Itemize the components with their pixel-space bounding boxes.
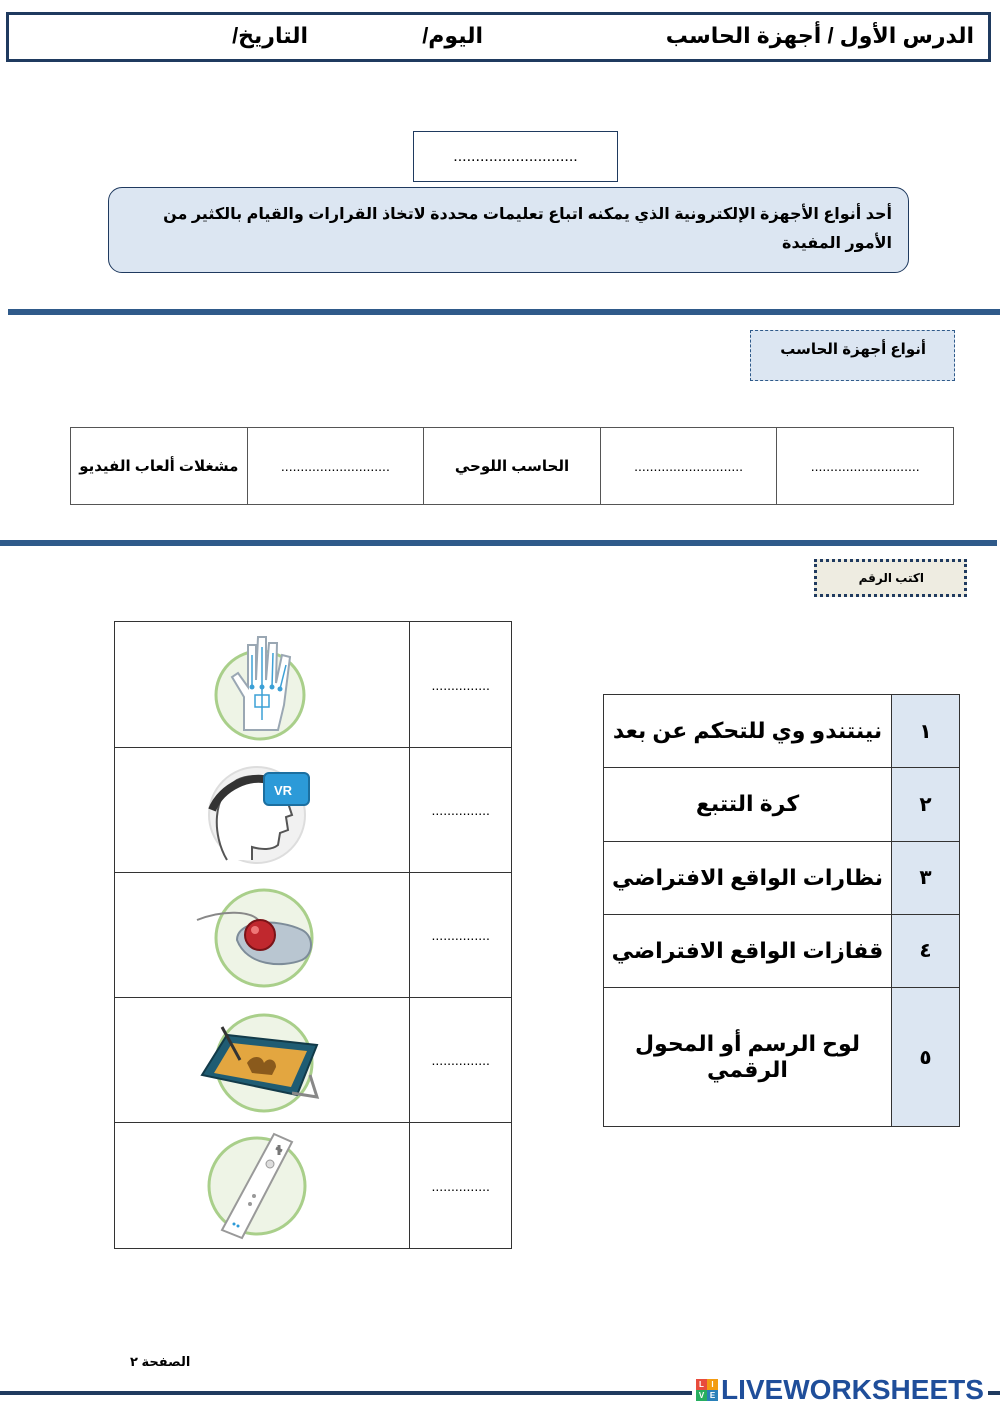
picture-answer-input[interactable]: ............... xyxy=(410,873,512,998)
date-field[interactable]: التاريخ/ xyxy=(232,23,308,48)
picture-answer-input[interactable]: ............... xyxy=(410,622,512,748)
trackball-icon xyxy=(192,880,332,990)
logo-text: LIVEWORKSHEETS xyxy=(721,1374,984,1405)
picture-cell xyxy=(115,622,410,748)
picture-cell xyxy=(115,873,410,998)
section-divider xyxy=(8,309,1000,315)
page-number: الصفحة ٢ xyxy=(130,1354,191,1369)
item-label: لوح الرسم أو المحول الرقمي xyxy=(604,988,892,1127)
items-table xyxy=(603,694,960,1127)
drawing-tablet-icon xyxy=(192,1005,332,1115)
picture-cell xyxy=(115,1123,410,1249)
item-label: قفازات الواقع الافتراضي xyxy=(604,914,892,987)
wii-remote-icon xyxy=(192,1126,332,1246)
picture-answer-input[interactable]: ............... xyxy=(410,748,512,873)
type-cell-5: مشغلات ألعاب الفيديو xyxy=(71,428,248,505)
vr-gloves-icon xyxy=(202,625,322,745)
picture-cell xyxy=(115,998,410,1123)
types-table xyxy=(70,427,954,505)
lesson-title: الدرس الأول / أجهزة الحاسب xyxy=(665,23,974,48)
item-number: ٢ xyxy=(892,768,960,841)
definition-answer-input[interactable]: ............................ xyxy=(413,131,618,182)
day-field[interactable]: اليوم/ xyxy=(422,23,483,48)
section-divider xyxy=(0,540,997,546)
item-number: ١ xyxy=(892,695,960,768)
type-answer-input[interactable]: ............................ xyxy=(777,428,954,505)
definition-text: أحد أنواع الأجهزة الإلكترونية الذي يمكنه اتباع تعليمات محددة لاتخاذ القرارات والقيام بالكثير من الأمور المفيدة xyxy=(108,187,909,273)
type-cell-3: الحاسب اللوحي xyxy=(424,428,601,505)
item-number: ٣ xyxy=(892,841,960,914)
vr-headset-icon xyxy=(192,755,332,865)
item-number: ٤ xyxy=(892,914,960,987)
picture-answer-input[interactable]: ............... xyxy=(410,1123,512,1249)
type-answer-input[interactable]: ............................ xyxy=(247,428,424,505)
header-box xyxy=(6,12,991,62)
pictures-table xyxy=(114,621,512,1249)
item-number: ٥ xyxy=(892,988,960,1127)
liveworksheets-logo xyxy=(692,1375,988,1405)
types-section-title: أنواع أجهزة الحاسب xyxy=(750,330,955,381)
item-label: نينتندو وي للتحكم عن بعد xyxy=(604,695,892,768)
item-label: كرة التتبع xyxy=(604,768,892,841)
picture-cell xyxy=(115,748,410,873)
item-label: نظارات الواقع الافتراضي xyxy=(604,841,892,914)
write-number-instruction: اكتب الرقم xyxy=(814,559,967,597)
svg-text:VR: VR xyxy=(274,783,293,798)
logo-badge-icon: L I V E xyxy=(696,1379,718,1401)
picture-answer-input[interactable]: ............... xyxy=(410,998,512,1123)
type-answer-input[interactable]: ............................ xyxy=(600,428,777,505)
